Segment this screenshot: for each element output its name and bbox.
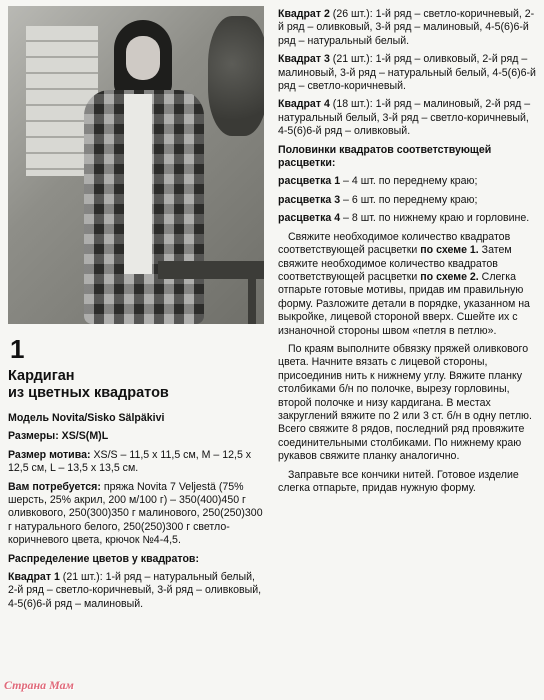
instructions-paragraph-3: Заправьте все кончики нитей. Готовое изделие слегка отпарьте, придав нужную форму. bbox=[278, 468, 519, 494]
square-4 bbox=[278, 98, 536, 138]
square-4-text: (18 шт.): 1-й ряд – малиновый, 2-й ряд – натуральный белый, 3-й ряд – светло-коричневый, 4-5(6)6-й ряд – оливковый. bbox=[278, 98, 531, 138]
para1-e: Слегка отпарьте готовые мотивы, придав им правильную форму. Разложите детали в порядке, указанном на выкройке, лицевой стороной вверх. Сшейте их с изнаночной стороны швом «петля в петлю». bbox=[278, 270, 530, 337]
materials bbox=[8, 481, 264, 548]
square-3-text: (21 шт.): 1-й ряд – оливковый, 2-й ряд – малиновый, 3-й ряд – натуральный белый, 4-5(6)6-й ряд – светло-коричневый. bbox=[278, 53, 536, 93]
watermark-logo: Страна Мам bbox=[4, 678, 74, 692]
photo-plant bbox=[208, 16, 264, 136]
photo-face bbox=[126, 36, 160, 80]
model-photo bbox=[8, 6, 264, 324]
photo-table-leg bbox=[248, 276, 256, 324]
color-3 bbox=[278, 194, 536, 207]
photo-inner-top bbox=[124, 94, 152, 274]
para1-scheme2: по схеме 2. bbox=[420, 270, 479, 283]
color-1-label: расцветка 1 bbox=[278, 175, 341, 188]
article-title bbox=[8, 368, 264, 402]
square-1-text: (21 шт.): 1-й ряд – натуральный белый, 2-й ряд – светло-коричневый, 3-й ряд – оливковый, 4-5(6)6-й ряд – малиновый. bbox=[8, 571, 262, 610]
color-4 bbox=[278, 212, 536, 225]
instructions-paragraph-1 bbox=[278, 231, 536, 338]
left-column bbox=[8, 334, 264, 616]
halves-heading: Половинки квадратов соответствующей расцветки: bbox=[278, 143, 492, 170]
sizes-line: Размеры: XS/S(M)L bbox=[8, 430, 109, 443]
title-line-2: из цветных квадратов bbox=[8, 385, 169, 401]
instructions-paragraph-2: По краям выполните обвязку пряжей оливкового цвета. Начните вязать с лицевой стороны, присоединив нить к нижнему углу. Вяжите планку столбиками б/н по полочке, вырезу горловины, второй полочке и низу кардигана. В местах закруглений вяжите по 2 или 3 ст. б/н в одну петлю. Всего свяжите 8 рядов, последний ряд провяжите соединительными столбиками. По нижнему краю рукавов свяжите планку аналогично. bbox=[278, 342, 532, 463]
materials-text: пряжа Novita 7 Veljestä (75% шерсть, 25% акрил, 200 м/100 г) – 350(400)450 г оливкового, 250(300)350 г малинового, 250(250)300 г натурального белого, 250(250)300 г светло-коричневого цвета, крючок №4-4,5. bbox=[8, 480, 263, 547]
square-2-text: (26 шт.): 1-й ряд – светло-коричневый, 2-й ряд – оливковый, 3-й ряд – малиновый, 4-5(6)6-й ряд – натуральный белый. bbox=[278, 8, 535, 47]
square-3 bbox=[278, 53, 536, 93]
distribution-heading: Распределение цветов у квадратов: bbox=[8, 552, 199, 565]
para1-c: Затем свяжите необходимое количество квадратов соответствующей расцветки bbox=[278, 244, 512, 283]
motif-label: Размер мотива: bbox=[8, 448, 91, 461]
square-2-label: Квадрат 2 bbox=[278, 8, 330, 20]
color-3-label: расцветка 3 bbox=[278, 193, 341, 206]
square-2 bbox=[278, 8, 536, 48]
para1-a: Свяжите необходимое количество квадратов соответствующей расцветки bbox=[278, 230, 511, 257]
para1-scheme1: по схеме 1. bbox=[420, 244, 479, 257]
materials-label: Вам потребуется: bbox=[8, 480, 101, 493]
title-line-1: Кардиган bbox=[8, 368, 75, 384]
color-3-text: – 6 шт. по переднему краю; bbox=[340, 193, 478, 206]
color-4-text: – 8 шт. по нижнему краю и горловине. bbox=[340, 212, 530, 225]
motif-size bbox=[8, 449, 264, 476]
article-number: 1 bbox=[10, 334, 25, 364]
color-1 bbox=[278, 175, 536, 188]
square-1-label: Квадрат 1 bbox=[8, 571, 60, 584]
model-line: Модель Novita/Sisko Sälpäkivi bbox=[8, 412, 165, 424]
square-4-label: Квадрат 4 bbox=[278, 98, 330, 111]
color-1-text: – 4 шт. по переднему краю; bbox=[340, 175, 478, 188]
right-column bbox=[278, 8, 536, 500]
square-1 bbox=[8, 571, 264, 611]
square-3-label: Квадрат 3 bbox=[278, 53, 330, 66]
color-4-label: расцветка 4 bbox=[278, 212, 341, 225]
motif-text: XS/S – 11,5 x 11,5 см, M – 12,5 x 12,5 см, L – 13,5 x 13,5 см. bbox=[8, 448, 252, 475]
